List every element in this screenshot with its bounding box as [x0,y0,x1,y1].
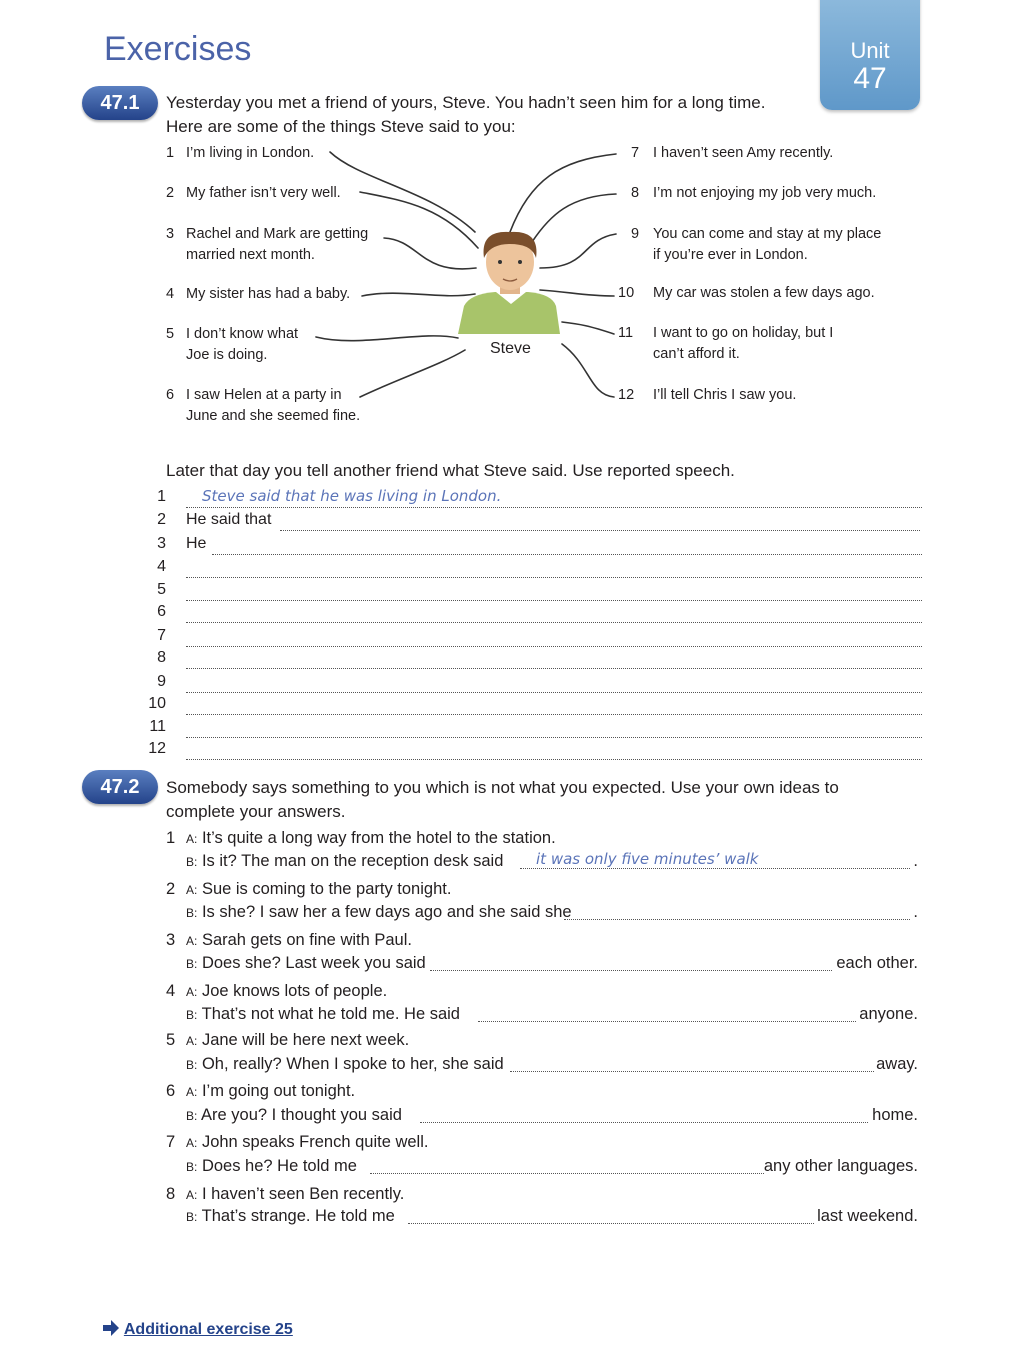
additional-exercise-link-text[interactable]: Additional exercise 25 [123,1321,293,1338]
dialogue-1-answer: it was only five minutes’ walk [536,850,759,868]
statement-7: 7 I haven’t seen Amy recently. [630,145,834,161]
ex2-intro-line2: complete your answers. [166,802,346,821]
ex1-instruction: Later that day you tell another friend what Steve said. Use reported speech. [166,461,735,480]
answer-line-8[interactable]: 8 [142,649,922,671]
statement-4: 4 My sister has had a baby. [166,286,351,302]
ex2-intro-line1: Somebody says something to you which is not what you expected. Use your own ideas to [166,778,839,797]
unit-label: Unit [850,38,890,63]
exercise-badge-47-1: 47.1 [82,86,158,120]
dialogue-item-1: 1 A: It’s quite a long way from the hotel to the station. B: Is it? The man on the reception desk said it was only five minutes’ walk . [166,829,918,870]
connector-line-9 [540,234,616,268]
answer-1-text: Steve said that he was living in London. [202,487,502,505]
answer-line-3[interactable]: 3 He [142,535,922,557]
connector-line-10 [540,290,614,296]
statement-2: 2 My father isn’t very well. [166,185,341,201]
dialogue-item-2: 2 A: Sue is coming to the party tonight. B: Is she? I saw her a few days ago and she said she . [166,880,918,921]
exercise-badge-47-2: 47.2 [82,770,158,804]
answer-line-10[interactable]: 10 [142,695,922,717]
statement-3: 3 Rachel and Mark are getting married next month. [166,226,369,263]
arrow-right-icon [102,1320,120,1336]
dialogue-item-6: 6 A: I’m going out tonight. B: Are you? I thought you said home. [166,1082,918,1124]
statement-8: 8 I’m not enjoying my job very much. [630,185,877,201]
dialogue-item-3: 3 A: Sarah gets on fine with Paul. B: Does she? Last week you said each other. [166,931,918,972]
connector-line-8 [532,194,616,242]
dialogue-item-8: 8 A: I haven’t seen Ben recently. B: That’s strange. He told me last weekend. [166,1185,918,1225]
statement-1: 1 I’m living in London. [166,145,315,161]
connector-line-11 [562,322,614,334]
statement-6: 6 I saw Helen at a party in June and she seemed fine. [166,387,361,424]
dialogue-item-7: 7 A: John speaks French quite well. B: Does he? He told me any other languages. [166,1133,918,1175]
connector-line-3 [384,238,476,269]
statement-12: 12 I’ll tell Chris I saw you. [618,387,797,403]
answer-line-2[interactable]: 2 He said that [142,511,922,533]
additional-exercise-link[interactable] [102,1320,293,1339]
ex2-intro [166,776,839,824]
statement-11: 11 I want to go on holiday, but I can’t afford it. [618,325,834,362]
answer-line-11[interactable]: 11 [142,718,922,740]
answer-line-7[interactable]: 7 [142,627,922,649]
answer-line-12[interactable]: 12 [142,740,922,762]
answer-line-6[interactable]: 6 [142,603,922,625]
unit-number: 47 [853,62,887,95]
dialogue-item-4: 4 A: Joe knows lots of people. B: That’s not what he told me. He said anyone. [166,982,918,1023]
answer-line-9[interactable]: 9 [142,673,922,695]
page-title: Exercises [104,30,252,68]
connector-line-12 [562,344,614,397]
connector-line-7 [510,154,616,232]
ex1-intro-line1: Yesterday you met a friend of yours, Steve. You hadn’t seen him for a long time. [166,93,766,112]
statement-10: 10 My car was stolen a few days ago. [618,285,875,301]
answer-line-1[interactable]: 1 Steve said that he was living in London. [142,488,922,510]
answer-line-5[interactable]: 5 [142,581,922,603]
steve-figure [458,232,560,334]
statement-9: 9 You can come and stay at my place if you’re ever in London. [630,226,882,263]
steve-label: Steve [490,340,531,357]
ex1-intro-line2: Here are some of the things Steve said to you: [166,117,516,136]
statement-5: 5 I don’t know what Joe is doing. [166,326,299,363]
answer-line-4[interactable]: 4 [142,558,922,580]
dialogue-item-5: 5 A: Jane will be here next week. B: Oh, really? When I spoke to her, she said away. [166,1031,918,1073]
